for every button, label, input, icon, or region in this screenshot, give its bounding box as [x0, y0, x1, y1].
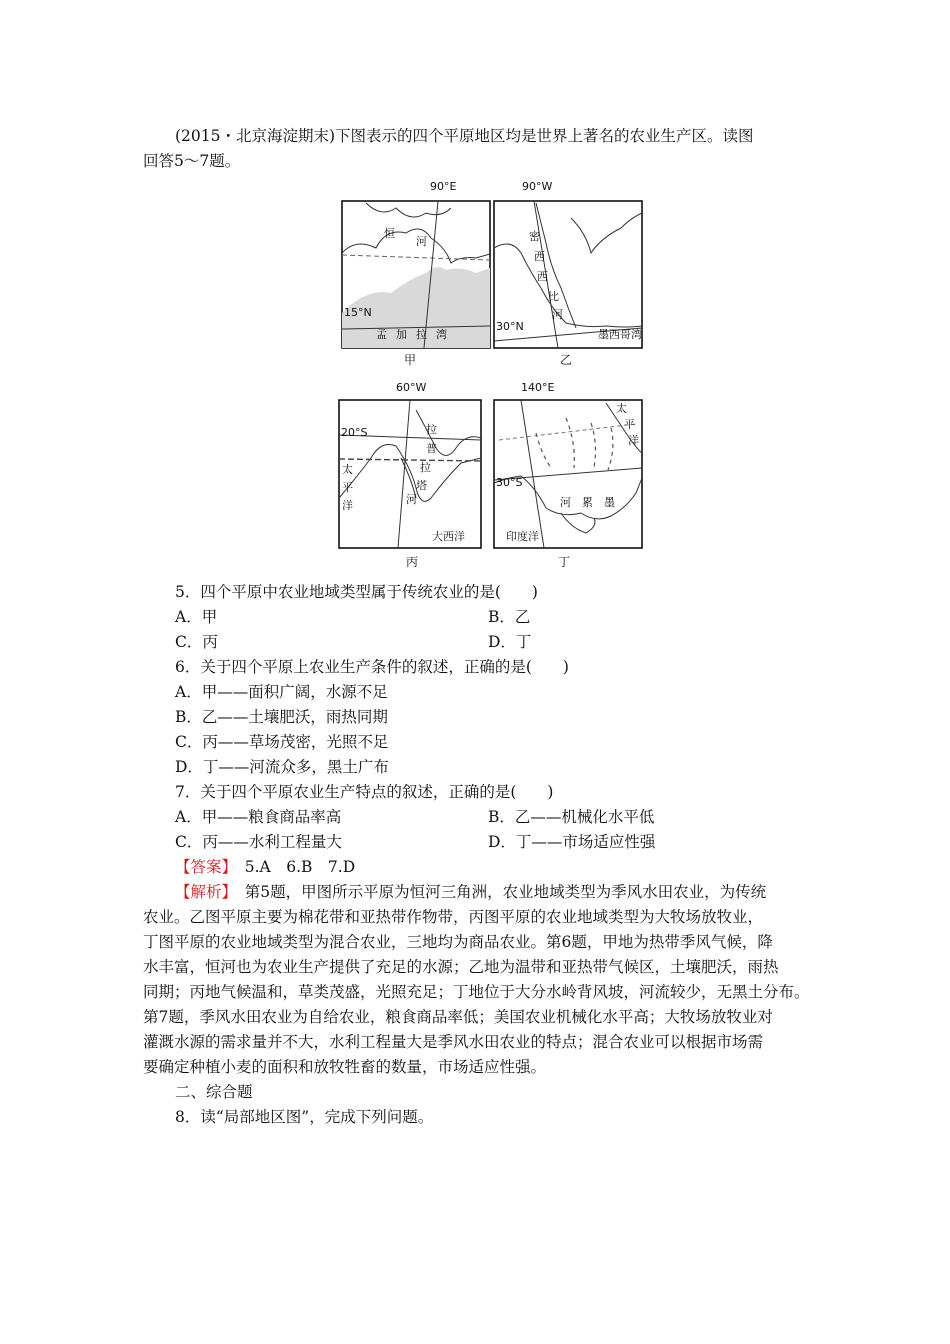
q5-option-d: D．丁	[488, 633, 532, 651]
answer-text: 5.A 6.B 7.D	[229, 858, 356, 876]
q7-option-d: D．丁——市场适应性强	[488, 833, 656, 851]
map-bing-text-7: 平	[342, 481, 353, 494]
analysis-line-5: 同期；丙地气候温和，草类茂盛，光照充足；丁地位于大分水岭背风坡，河流较少，无黑土分布。	[143, 983, 810, 1001]
analysis-line-7: 灌溉水源的需求量并不大，水利工程量大是季风水田农业的特点；混合农业可以根据市场需	[143, 1033, 764, 1051]
maps-figure	[336, 178, 646, 570]
map-bing-lon-label: 60°W	[396, 381, 427, 394]
map-bing-text-6: 太	[342, 463, 353, 476]
q6-option-a: A．甲——面积广阔，水源不足	[175, 683, 388, 701]
q5-stem: 5．四个平原中农业地域类型属于传统农业的是( )	[175, 583, 538, 601]
analysis-line-6: 第7题，季风水田农业为自给农业，粮食商品率低；美国农业机械化水平高；大牧场放牧业对	[143, 1008, 773, 1026]
four-plains-map	[336, 178, 646, 570]
map-yi-text-2: 西	[534, 250, 545, 263]
map-ding-caption: 丁	[558, 555, 571, 569]
q7-option-c: C．丙——水利工程量大	[175, 833, 342, 851]
map-ding-lon-label: 140°E	[521, 381, 555, 394]
analysis-text-1: 第5题，甲图所示平原为恒河三角洲，农业地域类型为季风水田农业，为传统	[229, 883, 767, 901]
map-jia-text-1: 恒	[384, 227, 395, 240]
map-jia-lat-label: 15°N	[344, 306, 372, 319]
q5-option-a: A．甲	[175, 608, 218, 626]
map-jia-text-6: 湾	[436, 328, 447, 341]
analysis-line-2: 农业。乙图平原主要为棉花带和亚热带作物带，丙图平原的农业地域类型为大牧场放牧业，	[143, 908, 764, 926]
map-bing-text-9: 大西洋	[432, 530, 465, 543]
map-bing-text-5: 河	[406, 493, 417, 506]
map-ding	[494, 381, 642, 569]
map-ding-text-2: 平	[624, 418, 635, 431]
q5-option-b: B．乙	[488, 608, 531, 626]
intro-line-2: 回答5～7题。	[143, 152, 241, 170]
map-yi-text-3: 西	[537, 270, 548, 283]
q7-option-b: B．乙——机械化水平低	[488, 808, 655, 826]
intro-line-1: (2015・北京海淀期末)下图表示的四个平原地区均是世界上著名的农业生产区。读图	[175, 127, 754, 145]
answer-line	[175, 857, 355, 877]
map-ding-text-4: 河	[560, 496, 571, 509]
map-ding-text-1: 太	[616, 402, 627, 415]
map-jia-text-5: 拉	[416, 328, 427, 341]
section-heading: 二、综合题	[175, 1083, 253, 1101]
answer-tag: 【答案】	[175, 858, 230, 876]
q6-stem: 6．关于四个平原上农业生产条件的叙述，正确的是( )	[175, 658, 569, 676]
map-ding-text-7: 印度洋	[506, 530, 539, 543]
map-jia-lon-label: 90°E	[430, 180, 457, 193]
analysis-line-1	[175, 882, 766, 902]
map-bing-text-8: 洋	[342, 499, 353, 512]
map-jia-text-4: 加	[396, 328, 407, 341]
map-yi-lon-label: 90°W	[522, 180, 553, 193]
q6-option-d: D．丁——河流众多，黑土广布	[175, 758, 389, 776]
map-yi-text-6: 墨西哥湾	[598, 328, 642, 341]
map-yi-text-5: 河	[552, 308, 563, 321]
map-ding-text-5: 墨	[604, 496, 615, 509]
map-yi-lat-label: 30°N	[496, 320, 524, 333]
map-bing-text-4: 塔	[416, 479, 427, 492]
q6-option-c: C．丙——草场茂密，光照不足	[175, 733, 389, 751]
map-bing-text-2: 普	[426, 442, 437, 455]
map-ding-lat-label: 30°S	[496, 476, 523, 489]
analysis-line-4: 水丰富，恒河也为农业生产提供了充足的水源；乙地为温带和亚热带气候区，土壤肥沃，雨热	[143, 958, 779, 976]
q6-option-b: B．乙——土壤肥沃，雨热同期	[175, 708, 388, 726]
q7-option-a: A．甲——粮食商品率高	[175, 808, 342, 826]
map-yi	[494, 180, 642, 367]
map-yi-text-4: 比	[548, 290, 559, 303]
q8-stem: 8．读“局部地区图”，完成下列问题。	[175, 1108, 434, 1126]
map-bing-text-1: 拉	[426, 423, 437, 436]
map-jia-caption: 甲	[404, 353, 417, 367]
map-ding-text-3: 洋	[628, 434, 639, 447]
analysis-tag: 【解析】	[175, 883, 230, 901]
map-bing	[339, 381, 481, 569]
map-ding-text-6: 累	[582, 496, 593, 509]
map-bing-text-3: 拉	[420, 461, 431, 474]
map-yi-caption: 乙	[560, 353, 573, 367]
map-yi-text-1: 密	[529, 230, 540, 243]
map-jia-text-2: 河	[416, 235, 427, 248]
map-bing-lat-label: 20°S	[341, 426, 368, 439]
map-bing-caption: 丙	[406, 555, 419, 569]
analysis-line-3: 丁图平原的农业地域类型为混合农业，三地均为商品农业。第6题，甲地为热带季风气候，降	[143, 933, 773, 951]
analysis-line-8: 要确定种植小麦的面积和放牧牲畜的数量，市场适应性强。	[143, 1058, 547, 1076]
q5-option-c: C．丙	[175, 633, 218, 651]
map-jia	[342, 180, 490, 367]
q7-stem: 7．关于四个平原农业生产特点的叙述，正确的是( )	[175, 783, 554, 801]
map-jia-text-3: 孟	[376, 328, 387, 341]
